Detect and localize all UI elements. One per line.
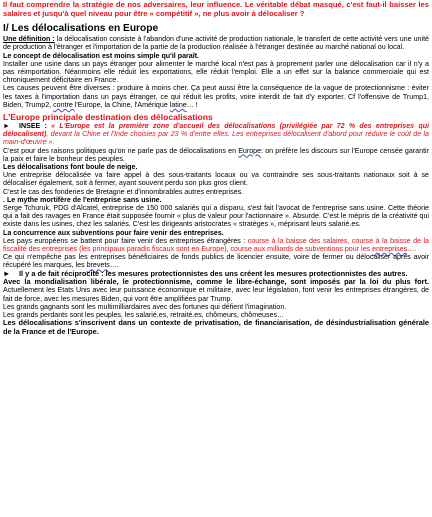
paragraph-mondialisation (3, 278, 429, 303)
paragraph-sous-traitants: Une entreprise délocalisée va faire appel à des sous-traitants locaux ou va contraindre ses sous-traitants nationaux soit à se délocaliser également, soit à fermer, ayant souvent perdu son plus gros client. (3, 171, 429, 188)
paragraph-licencier (3, 253, 429, 269)
course-text: Les pays européens se battent pour faire venir des entreprises étrangères : (3, 236, 248, 245)
paragraph-tchuruk: Serge Tchuruk, PDG d'Alcatel, entreprise de 150 000 salariés qui a disparu, s'est fait l'avocat de l'entreprise sans usine. Cette théorie qui a fait des ravages en France était supposée fournir « plus de valeur pour l'actionnaire ». Absurde. C'est le mépris de la créativité qui existe dans les usines, chez les salariés. C'est les dirigeants aristocrates « stratèges », méprisant leurs salarié.es. (3, 204, 429, 229)
spellcheck-word: latine (169, 100, 187, 109)
arrow-bullet-icon: ► (3, 122, 11, 131)
insee-quote: « L'Europe est la première zone d'accueil des délocalisations (privilégiée par 72 % des entreprises qui délocalisent) (3, 122, 430, 139)
insee-label: INSEE : (19, 122, 52, 131)
paragraph-gagnants: Les grands gagnants sont les multimilliardaires avec des fortunes qui défient l'imagination. (3, 302, 287, 311)
definition-label: Une définition : (3, 35, 55, 44)
document-page (3, 1, 429, 336)
subheading-boule-de-neige: Les délocalisations font boule de neige. (3, 163, 138, 172)
raisons-text: C'est pour des raisons politiques qu'on ne parle pas de délocalisations en (3, 146, 239, 155)
definition-text: la délocalisation consiste à l'abandon d'une activité de production nationale, le transfert de cette activité vers une unité de production à l'étranger et l'importation de la partie de la production réalisée à l'étranger destinée au marché national ou local. (3, 35, 429, 52)
causes-text-end: … ! (186, 100, 198, 109)
licencier-text: Ce qui n'empêche pas les entreprises bénéficiaires de fonds publics de licencier ensuite, voire de fermer ou délocaliser après avoir récupéré les marques, les (3, 253, 429, 270)
definition-paragraph (3, 35, 429, 51)
spellcheck-word: Europe (238, 146, 262, 155)
subheading-subventions: La concurrence aux subventions pour faire venir des entreprises. (3, 228, 224, 237)
intro-paragraph: Il faut comprendre la stratégie de nos adversaires, leur influence. Le véritable débat masqué, c'est faut-il baisser les salaires et jusqu'à quel niveau pour être « compétitif », ne plus avoir à délocaliser ? (3, 0, 429, 18)
causes-text-mid: l'Europe, la Chine, l'Amérique (74, 100, 170, 109)
mondialisation-bold: Avec la mondialisation libérale, le protectionnisme, comme le libre-échange, sont imposés par la loi du plus fort. (3, 277, 429, 287)
paragraph-perdants: Les grands perdants sont les peuples, les salarié.es, retraité.es, chômeurs, chômeuses… (3, 311, 285, 320)
spellcheck-word: contre (53, 100, 75, 109)
paragraph-contexte: Les délocalisations s'inscrivent dans un contexte de privatisation, de financiarisation, de désindustrialisation générale de la France et de l'Europe. (3, 318, 429, 336)
course-red-text: course à la baisse des salaires, course à la baisse de la fiscalité des entreprises (les principaux paradis fiscaux sont en Europe), course aux milliards de subventions pour les (3, 236, 429, 254)
arrow-bullet-icon: ► (3, 268, 11, 278)
causes-text: Les causes peuvent être diverses : produire à moins cher. Ça peut aussi être la conséquence de la vague de protectionnisme : éviter les taxes à l'importation dans un pays étranger, ce qui réduit les profits, voire interdit de fait d'y exporter. Cf l'offensive de Trump1, Biden, Trump2, (3, 84, 429, 109)
paragraph-usine-etranger: Installer une usine dans un pays étranger pour alimenter le marché local n'est pas à proprement parler une délocalisation car il n'y a pas réimportation. Néanmoins elle réduit les exportations, elle réduit l'emploi. Elle a un effet sur la balance commerciale qui est chroniquement déficitaire en France. (3, 59, 429, 85)
reciprocite-text: les mesures protectionnistes des uns créent les mesures protectionnistes des autres. (105, 268, 408, 278)
section-heading-delocalisations: I/ Les délocalisations en Europe (3, 23, 159, 35)
licencier-text-end: …. (109, 261, 119, 270)
paragraph-causes (3, 84, 429, 109)
concept-subheading: Le concept de délocalisation est moins simple qu'il paraît. (3, 51, 200, 60)
paragraph-raisons-politiques (3, 147, 429, 163)
raisons-text-end: : on préfère les discours sur l'Europe censée garantir la paix et faire le bonheur des peuples. (3, 146, 429, 163)
insee-paragraph (3, 122, 429, 147)
paragraph-course-baisse (3, 237, 429, 253)
reciprocite-label: Il y a de fait réciprocité : (19, 268, 106, 278)
insee-quote-tail: , devant la Chine et l'Inde choisies par 23 % d'entre elles. Les entreprises délocalisent d'abord pour réduire le coût de la main-d'œuvre ». (3, 130, 429, 147)
paragraph-fonderies: C'est le cas des fonderies de Bretagne et d'innombrables autres entreprises. (3, 187, 244, 196)
spellcheck-word: entreprises (372, 245, 408, 254)
mondialisation-text: Actuellement les Etats Unis avec leur puissance économique et militaire, avec leur législation, font venir les entreprises étrangères, de fait de force, avec les mesures Biden, qui vont être amplifiées par Trump. (3, 286, 429, 303)
subheading-mythe: . Le mythe mortifère de l'entreprise sans usine. (3, 195, 162, 204)
course-red-end: …. (407, 245, 417, 254)
spellcheck-word: brevets (86, 261, 110, 270)
section-heading-europe: L'Europe principale destination des délocalisations (3, 112, 213, 123)
